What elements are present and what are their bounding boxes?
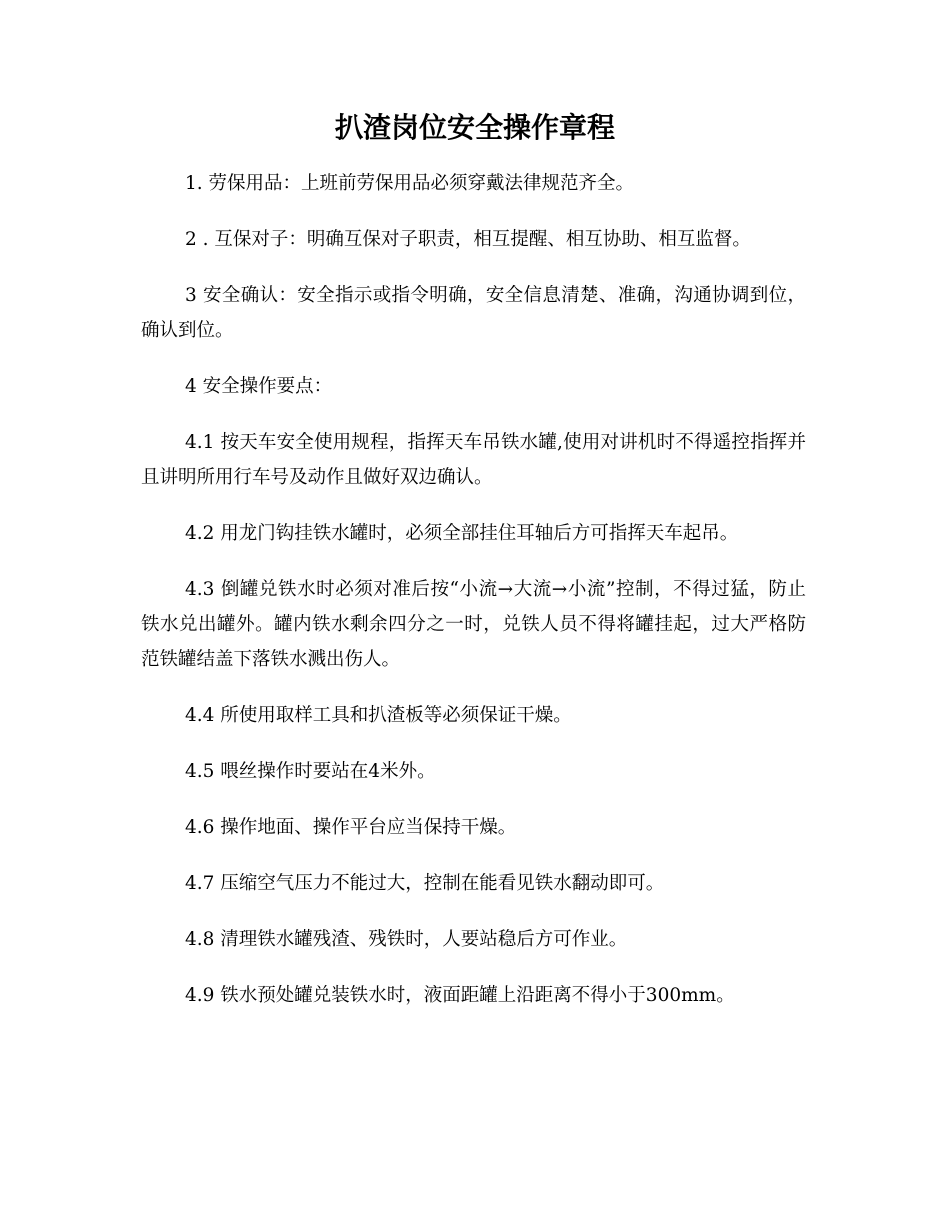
paragraph-4-7: 4.7 压缩空气压力不能过大，控制在能看见铁水翻动即可。: [185, 873, 665, 894]
paragraph-4-9: 4.9 铁水预处罐兑装铁水时，液面距罐上沿距离不得小于300mm。: [185, 985, 735, 1006]
paragraph-4-1: 4.1 按天车安全使用规程，指挥天车吊铁水罐,使用对讲机时不得遥控指挥并且讲明所用行车号及动作且做好双边确认。: [141, 432, 806, 488]
paragraph-2: 2 . 互保对子：明确互保对子职责，相互提醒、相互协助、相互监督。: [185, 229, 751, 250]
paragraph-4-6: 4.6 操作地面、操作平台应当保持干燥。: [185, 817, 517, 838]
document-title: 扒渣岗位安全操作章程: [334, 111, 615, 144]
paragraph-4: 4 安全操作要点：: [185, 376, 333, 397]
paragraph-3: 3 安全确认：安全指示或指令明确，安全信息清楚、准确，沟通协调到位，确认到位。: [141, 285, 806, 341]
paragraph-4-5: 4.5 喂丝操作时要站在4米外。: [185, 761, 436, 782]
paragraph-4-2: 4.2 用龙门钩挂铁水罐时，必须全部挂住耳轴后方可指挥天车起吊。: [185, 523, 739, 544]
paragraph-1: 1. 劳保用品：上班前劳保用品必须穿戴法律规范齐全。: [185, 173, 635, 194]
paragraph-4-4: 4.4 所使用取样工具和扒渣板等必须保证干燥。: [185, 705, 572, 726]
paragraph-4-8: 4.8 清理铁水罐残渣、残铁时，人要站稳后方可作业。: [185, 929, 628, 950]
paragraph-4-3: 4.3 倒罐兑铁水时必须对准后按“小流→大流→小流”控制，不得过猛，防止铁水兑出罐外。罐内铁水剩余四分之一时，兑铁人员不得将罐挂起，过大严格防范铁罐结盖下落铁水溅出伤人。: [141, 579, 806, 670]
document-body: [141, 166, 806, 1034]
